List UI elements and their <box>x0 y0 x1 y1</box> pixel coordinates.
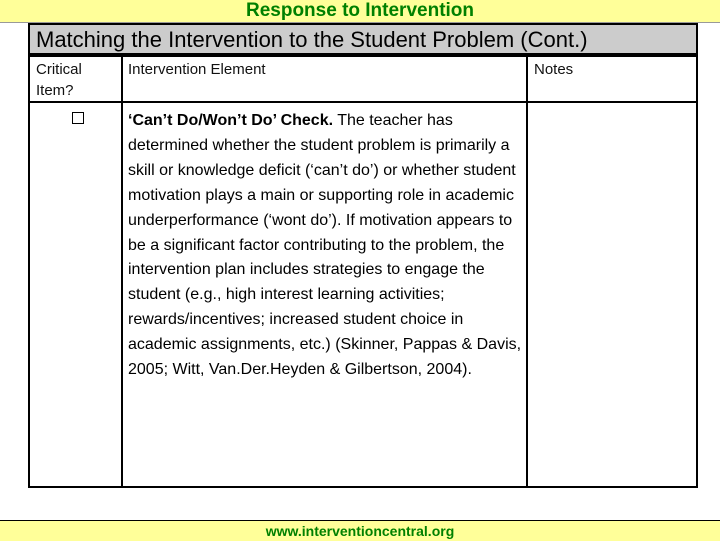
element-body: The teacher has determined whether the student problem is primarily a skill or knowledge deficit (‘can’t do’) or whether student motivation plays a main or supporting role in academic underperformance (‘wont do’). If motivation appears to be a significant factor contributing to the problem, the intervention plan includes strategies to engage the student (e.g., high interest learning activities; rewards/incentives; increased student choice in academic assignments, etc.) (Skinner, Pappas & Davis, 2005; Witt, Van.Der.Heyden & Gilbertson, 2004). <box>128 112 522 379</box>
header-critical-line2: Item? <box>36 82 74 99</box>
footer-url[interactable]: www.interventioncentral.org <box>265 523 455 539</box>
slide-title-text: Matching the Intervention to the Student Problem (Cont.) <box>36 27 588 52</box>
banner-title: Response to Intervention <box>245 0 475 21</box>
header-divider <box>30 101 696 103</box>
intervention-table <box>28 55 698 488</box>
critical-item-checkbox[interactable] <box>72 112 84 124</box>
intervention-element-text <box>128 109 528 383</box>
header-intervention-element: Intervention Element <box>128 61 266 78</box>
header-notes: Notes <box>534 61 574 78</box>
element-lead: ‘Can’t Do/Won’t Do’ Check. <box>128 112 334 129</box>
header-critical-line1: Critical <box>36 61 82 78</box>
column-divider-1 <box>121 57 123 486</box>
top-banner <box>0 0 720 23</box>
header-critical-item <box>36 59 82 101</box>
footer-bar <box>0 520 720 541</box>
slide-title <box>28 23 698 55</box>
